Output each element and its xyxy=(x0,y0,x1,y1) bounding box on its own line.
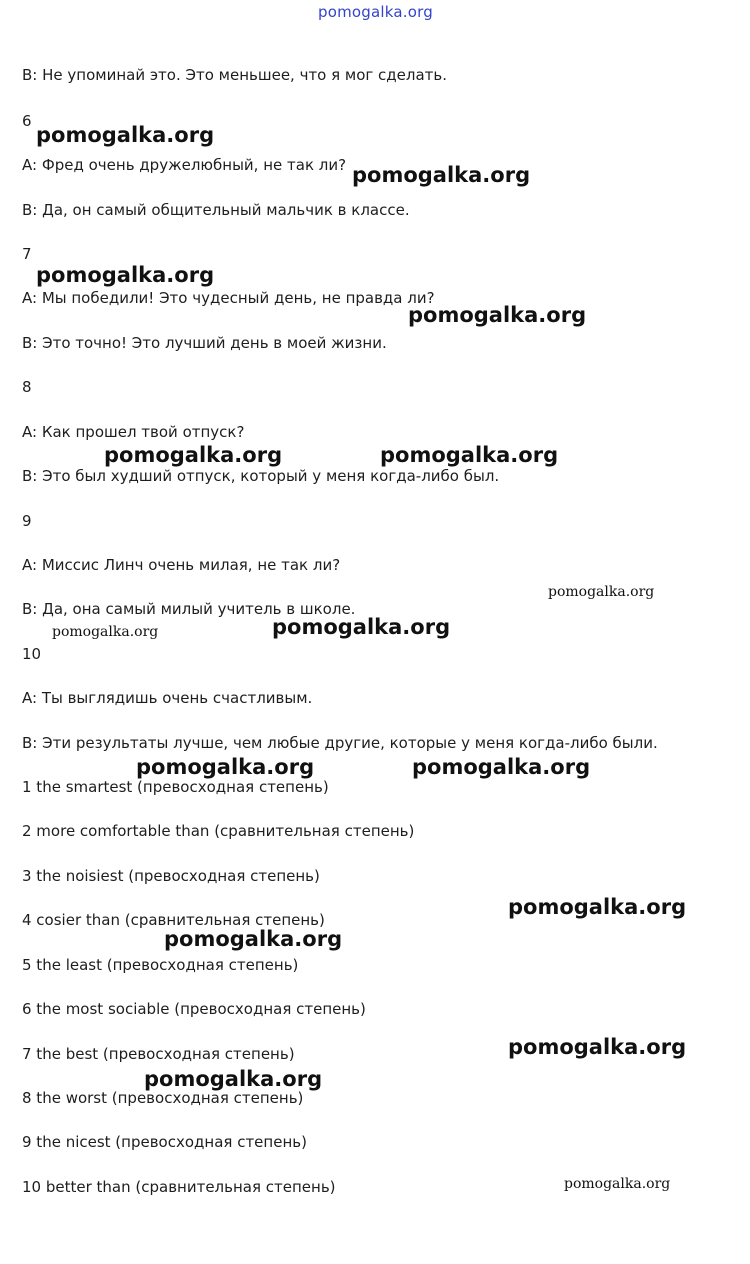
exercise-number: 8 xyxy=(22,378,32,396)
dialogue-line: B: Не упоминай это. Это меньшее, что я мог сделать. xyxy=(22,66,448,84)
watermark: pomogalka.org xyxy=(508,895,687,919)
dialogue-line: A: Фред очень дружелюбный, не так ли? xyxy=(22,156,347,174)
watermark: pomogalka.org xyxy=(272,615,451,639)
answer-item: 6 the most sociable (превосходная степень) xyxy=(22,1000,366,1018)
exercise-number: 9 xyxy=(22,512,32,530)
dialogue-line: B: Эти результаты лучше, чем любые другие, которые у меня когда-либо были. xyxy=(22,734,658,752)
watermark: pomogalka.org xyxy=(144,1067,323,1091)
watermark: pomogalka.org xyxy=(36,123,215,147)
dialogue-line: A: Как прошел твой отпуск? xyxy=(22,423,245,441)
watermark: pomogalka.org xyxy=(412,755,591,779)
watermark: pomogalka.org xyxy=(380,443,559,467)
watermark: pomogalka.org xyxy=(52,624,159,640)
answer-item: 1 the smartest (превосходная степень) xyxy=(22,778,329,796)
dialogue-line: A: Мы победили! Это чудесный день, не правда ли? xyxy=(22,289,435,307)
exercise-number: 7 xyxy=(22,245,32,263)
dialogue-line: B: Это был худший отпуск, который у меня когда-либо был. xyxy=(22,467,500,485)
watermark: pomogalka.org xyxy=(352,163,531,187)
dialogue-line: A: Ты выглядишь очень счастливым. xyxy=(22,689,313,707)
answer-item: 3 the noisiest (превосходная степень) xyxy=(22,867,320,885)
watermark: pomogalka.org xyxy=(136,755,315,779)
dialogue-line: B: Да, он самый общительный мальчик в классе. xyxy=(22,201,410,219)
answer-item: 10 better than (сравнительная степень) xyxy=(22,1178,336,1196)
dialogue-line: B: Это точно! Это лучший день в моей жизни. xyxy=(22,334,387,352)
watermark: pomogalka.org xyxy=(408,303,587,327)
watermark: pomogalka.org xyxy=(564,1176,671,1192)
watermark: pomogalka.org xyxy=(508,1035,687,1059)
answer-item: 4 cosier than (сравнительная степень) xyxy=(22,911,325,929)
header-watermark: pomogalka.org xyxy=(318,3,433,21)
dialogue-line: B: Да, она самый милый учитель в школе. xyxy=(22,600,356,618)
watermark: pomogalka.org xyxy=(36,263,215,287)
answer-item: 5 the least (превосходная степень) xyxy=(22,956,299,974)
answer-item: 7 the best (превосходная степень) xyxy=(22,1045,295,1063)
exercise-number: 10 xyxy=(22,645,42,663)
answer-item: 2 more comfortable than (сравнительная степень) xyxy=(22,822,415,840)
watermark: pomogalka.org xyxy=(104,443,283,467)
exercise-number: 6 xyxy=(22,112,32,130)
watermark: pomogalka.org xyxy=(164,927,343,951)
answer-item: 9 the nicest (превосходная степень) xyxy=(22,1133,307,1151)
answer-item: 8 the worst (превосходная степень) xyxy=(22,1089,304,1107)
watermark: pomogalka.org xyxy=(548,584,655,600)
dialogue-line: A: Миссис Линч очень милая, не так ли? xyxy=(22,556,341,574)
